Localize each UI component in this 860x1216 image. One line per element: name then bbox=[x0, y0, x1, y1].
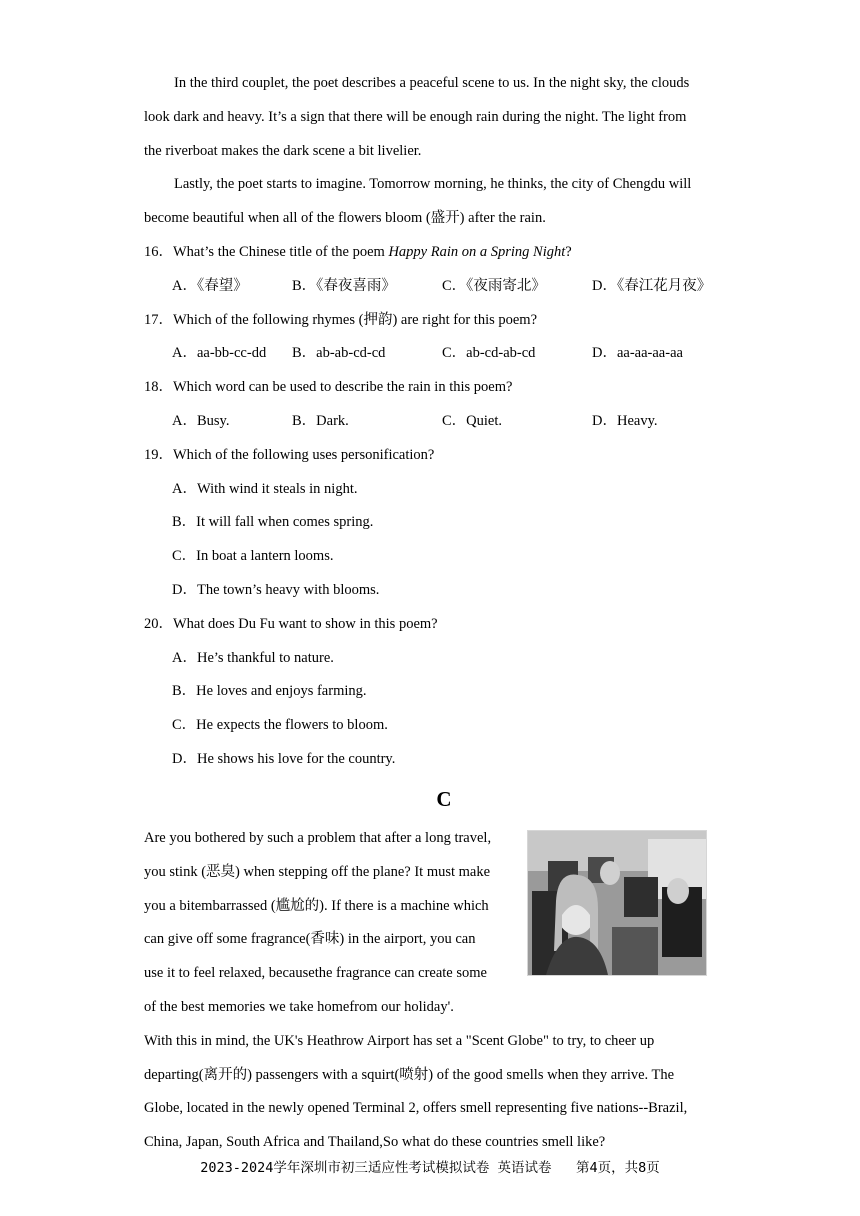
option-b[interactable]: B．He loves and enjoys farming. bbox=[172, 683, 367, 699]
option-c[interactable]: C．In boat a lantern looms. bbox=[172, 548, 334, 564]
passage-line: With this in mind, the UK's Heathrow Airport has set a "Scent Globe" to try, to cheer up bbox=[144, 1033, 655, 1049]
airplane-passengers-photo bbox=[527, 830, 707, 976]
option-d[interactable]: D．Heavy. bbox=[592, 413, 658, 429]
option-d[interactable]: D．The town’s heavy with blooms. bbox=[172, 582, 380, 598]
question-16-suffix: ? bbox=[565, 244, 572, 260]
passage-line: the riverboat makes the dark scene a bit livelier. bbox=[144, 143, 422, 159]
question-16-prefix: 16．What’s the Chinese title of the poem bbox=[144, 244, 389, 260]
question-18: 18．Which word can be used to describe the rain in this poem? bbox=[144, 379, 513, 395]
question-16-options bbox=[172, 276, 732, 296]
option-b[interactable]: B．Dark. bbox=[292, 413, 349, 429]
passage-line: of the best memories we take homefrom our holiday'. bbox=[144, 999, 454, 1015]
passage-line: look dark and heavy. It’s a sign that there will be enough rain during the night. The light from bbox=[144, 109, 687, 125]
passage-line: you a bitembarrassed (尴尬的). If there is a machine which bbox=[144, 898, 489, 914]
option-a[interactable]: A．He’s thankful to nature. bbox=[172, 650, 334, 666]
passage-line: you stink (恶臭) when stepping off the plane? It must make bbox=[144, 864, 491, 880]
exam-title: 2023-2024学年深圳市初三适应性考试模拟试卷 英语试卷 bbox=[200, 1160, 552, 1176]
option-d[interactable]: D．《春江花月夜》 bbox=[592, 278, 712, 294]
option-d[interactable]: D．He shows his love for the country. bbox=[172, 751, 396, 767]
option-c[interactable]: C．He expects the flowers to bloom. bbox=[172, 717, 388, 733]
passage-line: In the third couplet, the poet describes a peaceful scene to us. In the night sky, the clouds bbox=[174, 75, 690, 91]
option-c[interactable]: C．《夜雨寄北》 bbox=[442, 278, 546, 294]
option-b[interactable]: B．ab-ab-cd-cd bbox=[292, 345, 386, 361]
option-c[interactable]: C．Quiet. bbox=[442, 413, 503, 429]
passage-line: can give off some fragrance(香味) in the airport, you can bbox=[144, 931, 476, 947]
option-b[interactable]: B．It will fall when comes spring. bbox=[172, 514, 374, 530]
option-b[interactable]: B．《春夜喜雨》 bbox=[292, 278, 396, 294]
passage-line: become beautiful when all of the flowers bloom (盛开) after the rain. bbox=[144, 210, 546, 226]
option-d[interactable]: D．aa-aa-aa-aa bbox=[592, 345, 683, 361]
option-a[interactable]: A．aa-bb-cc-dd bbox=[172, 345, 267, 361]
page-number: 第4页，共8页 bbox=[575, 1160, 660, 1176]
option-a[interactable]: A．Busy. bbox=[172, 413, 230, 429]
passage-line: departing(离开的) passengers with a squirt(喷射) of the good smells when they arrive. The bbox=[144, 1067, 675, 1083]
passage-line: Globe, located in the newly opened Terminal 2, offers smell representing five nations--Brazil, bbox=[144, 1100, 688, 1116]
passage-line: use it to feel relaxed, becausethe fragrance can create some bbox=[144, 965, 487, 981]
question-16 bbox=[144, 242, 572, 262]
passage-line: Are you bothered by such a problem that after a long travel, bbox=[144, 830, 492, 846]
section-heading: C bbox=[436, 787, 452, 811]
passage-line: Lastly, the poet starts to imagine. Tomorrow morning, he thinks, the city of Chengdu will bbox=[174, 176, 692, 192]
question-20: 20．What does Du Fu want to show in this poem? bbox=[144, 616, 438, 632]
question-17-options bbox=[172, 343, 732, 363]
option-c[interactable]: C．ab-cd-ab-cd bbox=[442, 345, 536, 361]
option-a[interactable]: A．With wind it steals in night. bbox=[172, 481, 358, 497]
page-footer bbox=[0, 1158, 860, 1178]
passage-line: China, Japan, South Africa and Thailand,So what do these countries smell like? bbox=[144, 1134, 606, 1150]
question-17: 17．Which of the following rhymes (押韵) are right for this poem? bbox=[144, 312, 538, 328]
question-18-options bbox=[172, 411, 732, 431]
question-19: 19．Which of the following uses personification? bbox=[144, 447, 435, 463]
photo-illustration bbox=[528, 831, 706, 975]
option-a[interactable]: A．《春望》 bbox=[172, 278, 248, 294]
poem-title: Happy Rain on a Spring Night bbox=[388, 244, 566, 260]
